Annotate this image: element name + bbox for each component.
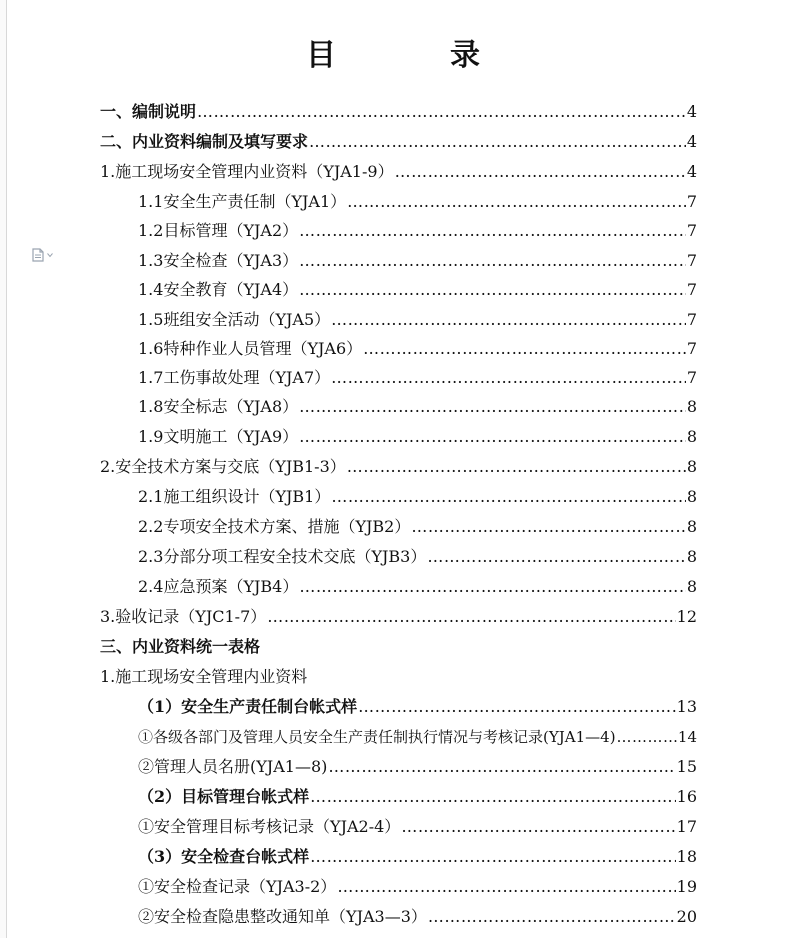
toc-entry-page: 7 (686, 251, 697, 270)
toc-entry-text: （2）目标管理台帐式样 (138, 787, 310, 806)
toc-entry-text: 1.1安全生产责任制（YJA1） (138, 192, 347, 211)
toc-entry[interactable] (138, 220, 697, 242)
toc-leader (401, 816, 675, 838)
toc-entry[interactable] (138, 546, 697, 568)
toc-entry-text: 1.3安全检查（YJA3） (138, 251, 299, 270)
toc-entry-page: 7 (686, 280, 697, 299)
toc-entry[interactable] (100, 161, 697, 183)
toc-leader (267, 606, 675, 628)
toc-leader (299, 576, 685, 598)
toc-entry[interactable] (100, 131, 697, 153)
toc-leader (299, 220, 686, 242)
toc-entry-text: 1.6特种作业人员管理（YJA6） (138, 339, 363, 358)
toc-leader (328, 756, 675, 778)
toc-entry-text: 1.8安全标志（YJA8） (138, 397, 299, 416)
toc-leader (347, 191, 686, 213)
toc-entry-page: 19 (676, 877, 697, 896)
toc-entry-text: ①安全管理目标考核记录（YJA2-4） (138, 817, 401, 836)
toc-entry-text: 1.9文明施工（YJA9） (138, 427, 299, 446)
toc-heading[interactable] (100, 666, 697, 688)
toc-entry-text: 2.4应急预案（YJB4） (138, 577, 299, 596)
toc-leader (363, 338, 686, 360)
toc-entry[interactable] (138, 516, 697, 538)
toc-entry-text: 三、内业资料统一表格 (100, 637, 261, 656)
toc-entry-page: 7 (686, 310, 697, 329)
toc-entry-page: 8 (686, 577, 697, 596)
toc-entry[interactable] (138, 726, 697, 748)
document-menu[interactable] (31, 248, 57, 262)
toc-entry[interactable] (138, 906, 697, 928)
toc-entry-page: 8 (686, 547, 697, 566)
toc-entry-page: 8 (686, 427, 697, 446)
toc-entry[interactable] (138, 279, 697, 301)
toc-entry-page: 20 (676, 907, 697, 926)
toc-entry-text: 1.施工现场安全管理内业资料（YJA1-9） (100, 162, 394, 181)
toc-leader (310, 786, 676, 808)
toc-leader (299, 396, 686, 418)
toc-entry-text: （3）安全检查台帐式样 (138, 847, 310, 866)
toc-entry[interactable] (100, 101, 697, 123)
toc-entry[interactable] (138, 367, 697, 389)
toc-entry-text: 3.验收记录（YJC1-7） (100, 607, 267, 626)
toc-entry[interactable] (138, 816, 697, 838)
toc-entry[interactable] (138, 786, 697, 808)
toc-entry-text: 1.施工现场安全管理内业资料 (100, 667, 308, 686)
toc-entry-text: ②安全检查隐患整改通知单（YJA3—3） (138, 907, 427, 926)
page-title: 目 录 (306, 38, 522, 73)
toc-entry-page: 7 (686, 221, 697, 240)
toc-leader (299, 250, 686, 272)
toc-heading[interactable] (100, 636, 697, 658)
toc-entry-text: ①安全检查记录（YJA3-2） (138, 877, 337, 896)
page-left-edge (0, 0, 7, 938)
toc-entry-page: 15 (676, 757, 697, 776)
toc-entry-text: ①各级各部门及管理人员安全生产责任制执行情况与考核记录(YJA1—4) (138, 728, 616, 746)
toc-entry-page: 7 (686, 339, 697, 358)
toc-leader (347, 456, 686, 478)
toc-entry-page: 4 (686, 132, 697, 151)
toc-entry[interactable] (138, 191, 697, 213)
toc-entry-page: 7 (686, 192, 697, 211)
toc-entry[interactable] (100, 606, 697, 628)
toc-leader (411, 516, 685, 538)
toc-entry[interactable] (138, 396, 697, 418)
toc-entry-text: 一、编制说明 (100, 102, 197, 121)
toc-leader (427, 546, 685, 568)
toc-leader (337, 876, 675, 898)
toc-entry[interactable] (138, 486, 697, 508)
toc-leader (358, 696, 676, 718)
toc-entry-page: 8 (686, 397, 697, 416)
toc-entry-page: 4 (686, 102, 697, 121)
toc-entry-text: （1）安全生产责任制台帐式样 (138, 697, 358, 716)
toc-entry-text: 2.2专项安全技术方案、措施（YJB2） (138, 517, 411, 536)
toc-entry[interactable] (100, 456, 697, 478)
toc-entry-text: 1.7工伤事故处理（YJA7） (138, 368, 331, 387)
toc-entry[interactable] (138, 756, 697, 778)
toc-entry-page: 8 (686, 487, 697, 506)
toc-entry[interactable] (138, 309, 697, 331)
toc-leader (331, 367, 686, 389)
toc-entry-text: 二、内业资料编制及填写要求 (100, 132, 309, 151)
toc-entry-text: ②管理人员名册(YJA1—8) (138, 757, 328, 776)
toc-entry[interactable] (138, 426, 697, 448)
toc-leader (428, 906, 676, 928)
toc-entry-page: 7 (686, 368, 697, 387)
toc-leader (395, 161, 686, 183)
toc-entry-text: 1.2目标管理（YJA2） (138, 221, 299, 240)
toc-entry[interactable] (138, 338, 697, 360)
chevron-down-icon (47, 252, 53, 258)
toc-leader (310, 846, 676, 868)
toc-leader (299, 279, 686, 301)
toc-entry-page: 13 (676, 697, 697, 716)
toc-entry-page: 8 (686, 457, 697, 476)
toc-entry-page: 14 (677, 728, 697, 746)
toc-leader (197, 101, 686, 123)
toc-entry[interactable] (138, 846, 697, 868)
toc-entry-page: 16 (676, 787, 697, 806)
toc-leader (331, 486, 685, 508)
toc-entry-text: 2.安全技术方案与交底（YJB1-3） (100, 457, 346, 476)
toc-entry-page: 8 (686, 517, 697, 536)
toc-leader (331, 309, 686, 331)
toc-leader (299, 426, 686, 448)
toc-entry-page: 12 (676, 607, 697, 626)
toc-entry-page: 18 (676, 847, 697, 866)
toc-leader (309, 131, 686, 153)
toc-leader (617, 726, 677, 748)
toc-entry-text: 2.1施工组织设计（YJB1） (138, 487, 331, 506)
toc-entry-text: 1.4安全教育（YJA4） (138, 280, 299, 299)
toc-entry-page: 4 (686, 162, 697, 181)
toc-entry[interactable] (138, 576, 697, 598)
toc-entry-text: 1.5班组安全活动（YJA5） (138, 310, 331, 329)
toc-entry-page: 17 (676, 817, 697, 836)
toc-entry-text: 2.3分部分项工程安全技术交底（YJB3） (138, 547, 427, 566)
document-icon (31, 248, 45, 262)
toc-entry[interactable] (138, 696, 697, 718)
toc-entry[interactable] (138, 876, 697, 898)
toc-entry[interactable] (138, 250, 697, 272)
